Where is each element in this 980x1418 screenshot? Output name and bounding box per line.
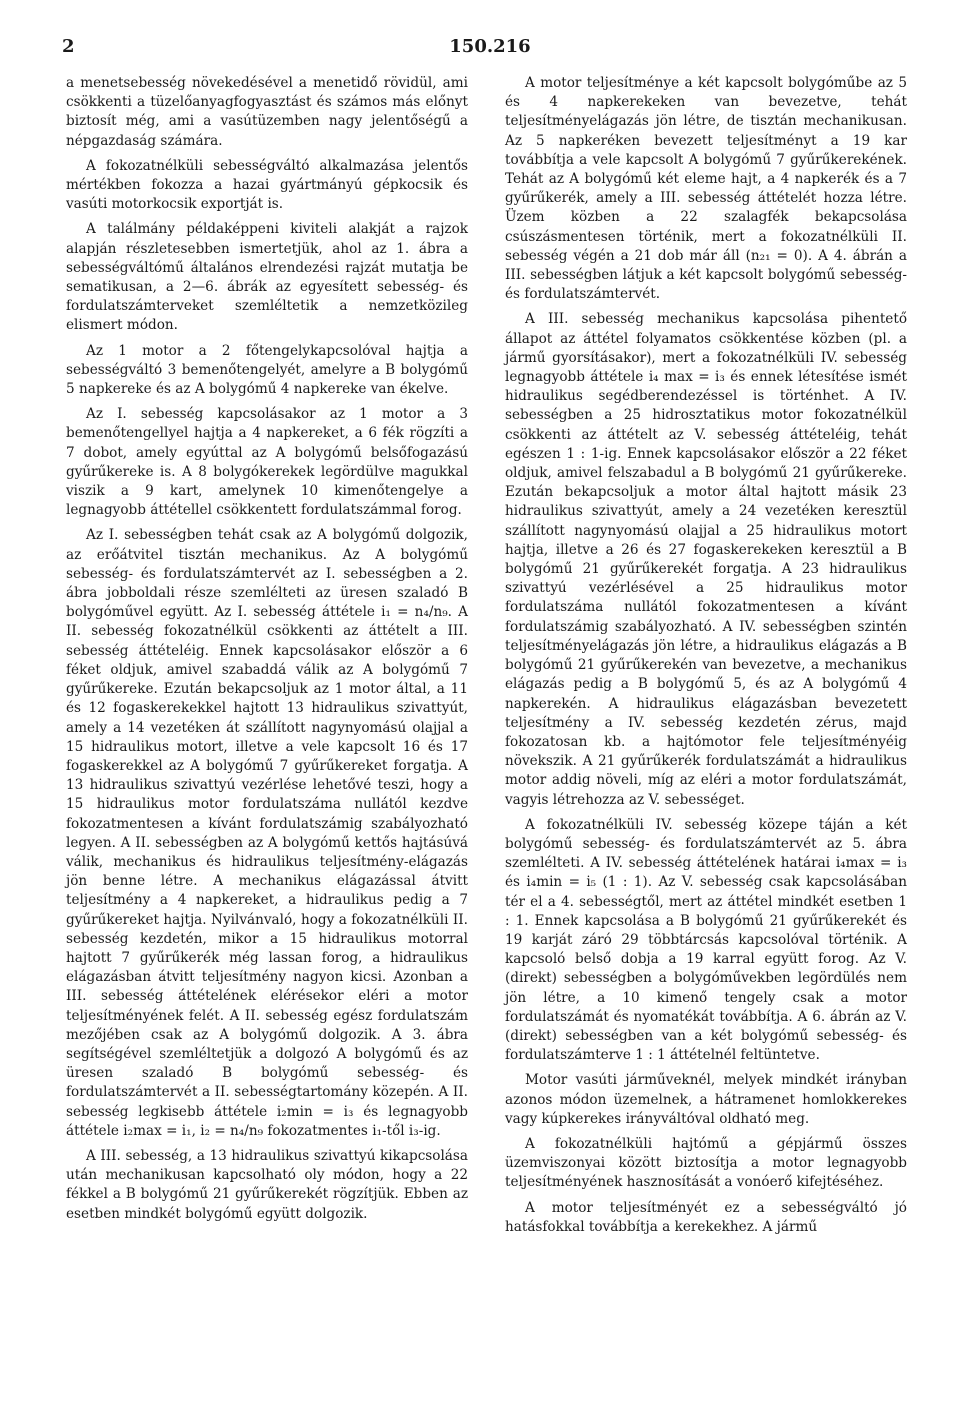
paragraph: A fokozatnélküli IV. sebesség közepe táján a két bolygómű sebesség- és fordulatszámtervét az 5. ábra szemlélteti. A IV. sebesség áttételének határai i₄max = i₃ és i₄min = i₅ (1 : 1). Az V. sebesség csak kapcsolásában tér el a 4. sebességtől, mert az áttétel mindkét esetben 1 : 1. Ennek kapcsolása a B bolygómű 21 gyűrűkerekét és 19 karját záró 29 többtárcsás kapcsolóval történik. A kapcsoló belső dobja a 19 karral együtt forog. Az V. (direkt) sebességben a bolygóművekben legördülés nem jön létre, a 10 kimenő tengely csak a motor fordulatszámát és nyomatékát továbbítja. A 6. ábrán az V. (direkt) sebességben van a két bolygómű sebesség- és fordulatszámterve 1 : 1 áttételnél feltüntetve.: [505, 816, 907, 1064]
paragraph: A III. sebesség mechanikus kapcsolása pihentető állapot az áttétel folyamatos csökkentése közben (pl. a jármű gyorsításakor), mert a fokozatnélküli IV. sebesség legnagyobb áttétele i₄ max = i₃ és ennek létesítése ismét hidraulikus segédberendezéssel is történhet. A IV. sebességben a 25 hidrosztatikus motor fokozatnélkül csökkenti az áttételt az V. sebesség áttételéig, tehát egészen 1 : 1-ig. Ennek kapcsolásakor először a 22 féket oldjuk, amivel felszabadul a B bolygómű 21 gyűrűkereke. Ezután bekapcsoljuk a motor által hajtott másik 23 hidraulikus szivattyút, amely a 24 vezetéken keresztül szállított nagynyomású olajjal a 25 hidraulikus motort hajtja, illetve a 26 és 27 fogaskerekeken keresztül a B bolygómű 21 gyűrűkerekét forgatja. A 23 hidraulikus szivattyú vezérlésével a 25 hidraulikus motor fordulatszáma nullától fokozatmentesen a kívánt fordulatszámig szabályozható. A IV. sebességben szintén teljesítményelágazás jön létre, a hidraulikus elágazás a B bolygómű 21 gyűrűkerekén van bevezetve, a mechanikus elágazás pedig a B bolygómű 5, és az A bolygómű 4 napkerekén. A hidraulikus elágazásban bevezetett teljesítmény a IV. sebesség kezdetén zérus, majd fokozatosan kb. a hajtómotor fele teljesítményéig növekszik. A 21 gyűrűkerék fordulatszámát a hidraulikus motor addig növeli, míg az eléri a motor fordulatszámát, vagyis létrehozza az V. sebességet.: [505, 311, 907, 808]
paragraph: A motor teljesítményét ez a sebességváltó jó hatásfokkal továbbítja a kerekekhez. A jármű: [505, 1199, 907, 1235]
paragraph: A motor teljesítménye a két kapcsolt bolygóműbe az 5 és 4 napkerekeken van bevezetve, tehát teljesítményelágazás jön létre, de tisztán mechanikusan. Az 5 napkeréken bevezett teljesítményt a 19 kar továbbítja a vele kapcsolt A bolygómű 7 gyűrűkerekének. Tehát az A bolygómű két eleme hajt, a 4 napkerék és a 7 gyűrűkerék, amely a III. sebesség áttételét hozza létre. Üzem közben a 22 szalagfék bekapcsolása csúszásmentesen történik, mert a fokozatnélküli II. sebesség végén a 21 dob már áll (n₂₁ = 0). A 4. ábrán a III. sebességben látjuk a két kapcsolt bolygómű sebesség- és fordulatszámtervét.: [505, 75, 907, 303]
paragraph: Az I. sebességben tehát csak az A bolygómű dolgozik, az erőátvitel tisztán mechanikus. Az A bolygómű sebesség- és fordulatszámtervét az I. sebességben a 2. ábra jobboldali része szemlélteti az üresen szaladó B bolygóművel együtt. Az I. sebesség áttétele i₁ = n₄/n₉. A II. sebesség fokozatnélkül csökkenti az áttételt a III. sebesség áttételéig. Ennek kapcsolásakor először a 6 féket oldjuk, amivel szabaddá válik az A bolygómű 7 gyűrűkereke. Ezután bekapcsoljuk az 1 motor által, a 11 és 12 fogaskerekekkel hajtott 13 hidraulikus szivattyút, amely a 14 vezetéken át szállított nagynyomású olajjal a 15 hidraulikus motort, illetve a vele kapcsolt 16 és 17 fogaskerekkel az A bolygómű 7 gyűrűkereket forgatja. A 13 hidraulikus szivattyú vezérlése lehetővé teszi, hogy a 15 hidraulikus motor fordulatszáma nullától kezdve fokozatmentesen a kívánt fordulatszámig szabályozható legyen. A II. sebességben az A bolygómű kettős hajtásúvá válik, mechanikus és hidraulikus teljesítmény-elágazás jön benne létre. A mechanikus elágazással átvitt teljesítmény a 4 napkereket, a hidraulikus pedig a 7 gyűrűkereket hajtja. Nyilvánvaló, hogy a fokozatnélküli II. sebesség kezdetén, mikor a 15 hidraulikus motorral hajtott 7 gyűrűkerék még lassan forog, a hidraulikus elágazásban átvitt teljesítmény nagyon kicsi. Azonban a III. sebesség áttételének elérésekor eléri a motor teljesítményének felét. A II. sebesség egész fordulatszám mezőjében csak az A bolygómű dolgozik. A 3. ábra segítségével szemléltetjük a dolgozó A bolygómű és az üresen szaladó B bolygómű sebesség- és fordulatszámtervét a II. sebességtartomány közepén. A II. sebesség legkisebb áttétele i₂min = i₃ és legnagyobb áttétele i₂max = i₁, i₂ = n₄/n₉ fokozatmentes i₁-től i₃-ig.: [66, 527, 468, 1139]
paragraph: Az 1 motor a 2 főtengelykapcsolóval hajtja a sebességváltó 3 bemenőtengelyét, amelyre a B bolygómű 5 napkereke és az A bolygómű 4 napkereke van ékelve.: [66, 342, 468, 398]
paragraph: A III. sebesség, a 13 hidraulikus szivattyú kikapcsolása után mechanikusan kapcsolható oly módon, hogy a 22 fékkel a B bolygómű 21 gyűrűkerekét rögzítjük. Ebben az esetben mindkét bolygómű együtt dolgozik.: [66, 1147, 468, 1222]
paragraph: A fokozatnélküli sebességváltó alkalmazása jelentős mértékben fokozza a hazai gyártmányú gépkocsik és vasúti motorkocsik exportját is.: [66, 157, 468, 213]
paragraph: A fokozatnélküli hajtómű a gépjármű összes üzemviszonyai között biztosítja a motor legnagyobb teljesítményének hasznosítását a vonóerő kifejtéséhez.: [505, 1135, 907, 1191]
document-number: 150.216: [449, 36, 531, 57]
paragraph: Az I. sebesség kapcsolásakor az 1 motor a 3 bemenőtengellyel hajtja a 4 napkereket, a 6 fék rögzíti a 7 dobot, amely egyúttal az A bolygómű belsőfogazású gyűrűkereke is. A 8 bolygókerekek legördülve magukkal viszik a 9 kart, amelynek 10 kimenőtengelye a legnagyobb áttétellel csökkentett fordulatszámmal forog.: [66, 406, 468, 519]
page-number: 2: [62, 36, 75, 57]
paragraph: Motor vasúti járműveknél, melyek mindkét irányban azonos módon üzemelnek, a hátramenet homlokkerekes vagy kúpkerekes irányváltóval oldható meg.: [505, 1072, 907, 1127]
right-column: [505, 74, 907, 1243]
paragraph: A találmány példaképpeni kiviteli alakját a rajzok alapján részletesebben ismertetjük, ahol az 1. ábra a sebességváltómű általános elrendezési rajzát mutatja be sematikusan, a 2—6. ábrák az egyesített sebesség- és fordulatszámterveket szemléltetik a nemzetközileg elismert módon.: [66, 221, 468, 334]
left-column: [66, 74, 468, 1230]
paragraph: a menetsebesség növekedésével a menetidő rövidül, ami csökkenti a tüzelőanyagfogyasztást és számos más előnyt biztosít még, ami a vasútüzemben nagy jelentőségű a népgazdaság számára.: [66, 75, 468, 149]
